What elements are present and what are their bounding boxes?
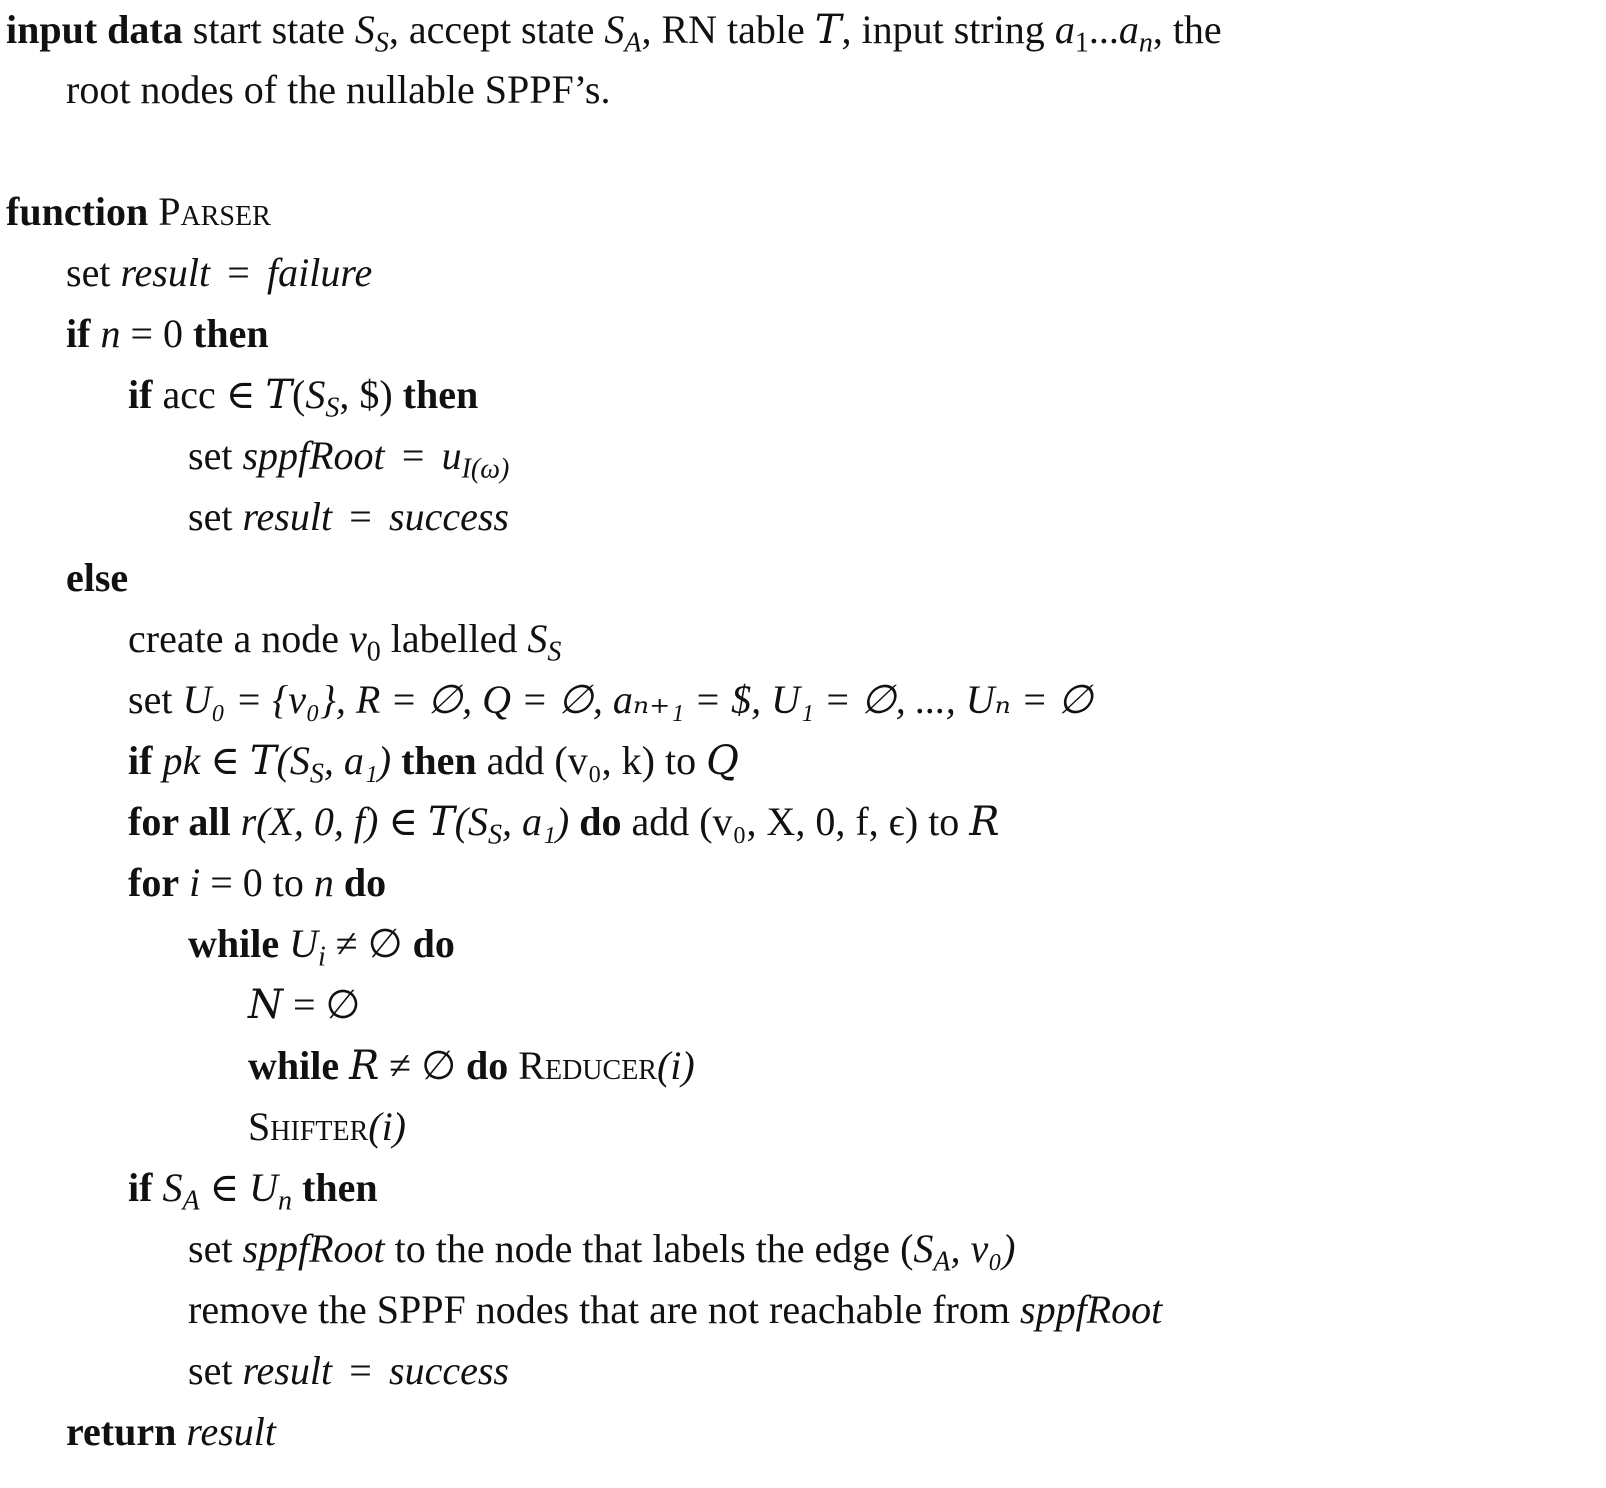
line-create-node: create a node $v_0$ labelled $S_S$ [128, 616, 562, 668]
rn-table-symbol: T [814, 7, 842, 53]
function-header [6, 188, 271, 236]
line-set-sppfroot-edge: set sppfRoot to the node that labels the edge ($S_A$, v₀) [188, 1226, 1016, 1278]
line-if-acc: if acc ∈ $T(S_S$, $) then [128, 372, 479, 424]
line-set-sppfroot: set sppfRoot = $u_{I(\omega)}$ [188, 433, 510, 485]
line-if-accept: if $S_A$ ∈ $U_n$ then [128, 1165, 378, 1217]
line-while-r: while R ≠ ∅ do Reducer(i) [248, 1043, 695, 1089]
line-shifter: Shifter(i) [248, 1104, 407, 1149]
function-keyword: function [6, 189, 149, 234]
input-data-keyword: input data [6, 7, 183, 52]
line-remove-nodes: remove the SPPF nodes that are not reachable from sppfRoot [188, 1287, 1163, 1332]
input-text: start state [192, 7, 355, 52]
line-if-pk: if pk ∈ $T(S_S$, a₁) then add (v₀, k) to Q [128, 738, 739, 790]
line-else: else [66, 555, 129, 600]
line-set-result-success-2: set result = success [188, 1348, 509, 1393]
line-for-i: for i = 0 to n do [128, 860, 387, 905]
line-n-empty: N = ∅ [248, 982, 361, 1028]
line-return: return result [66, 1409, 276, 1454]
reducer-call: Reducer [518, 1043, 657, 1088]
line-set-sets: set U₀ = {v₀}, R = ∅, Q = ∅, aₙ₊₁ = $, U₁ = ∅, ..., Uₙ = ∅ [128, 677, 1093, 722]
function-name: Parser [158, 189, 271, 234]
line-while-ui: while $U_i$ ≠ ∅ do [188, 921, 455, 973]
line-set-result-success-1: set result = success [188, 494, 509, 539]
line-if-n-zero: if n = 0 then [66, 311, 269, 356]
line-for-all-reductions: for all r(X, 0, f) ∈ $T(S_S$, a₁) do add (v₀, X, 0, f, ϵ) to R [128, 799, 1000, 851]
input-data-line: input data start state $S_S$, accept state $S_A$, RN table T, input string $a_1...a_n$, the [6, 7, 1222, 59]
line-set-result-failure: set result = failure [66, 250, 373, 295]
shifter-call: Shifter [248, 1104, 369, 1149]
input-data-continuation: root nodes of the nullable SPPF’s. [66, 67, 611, 112]
